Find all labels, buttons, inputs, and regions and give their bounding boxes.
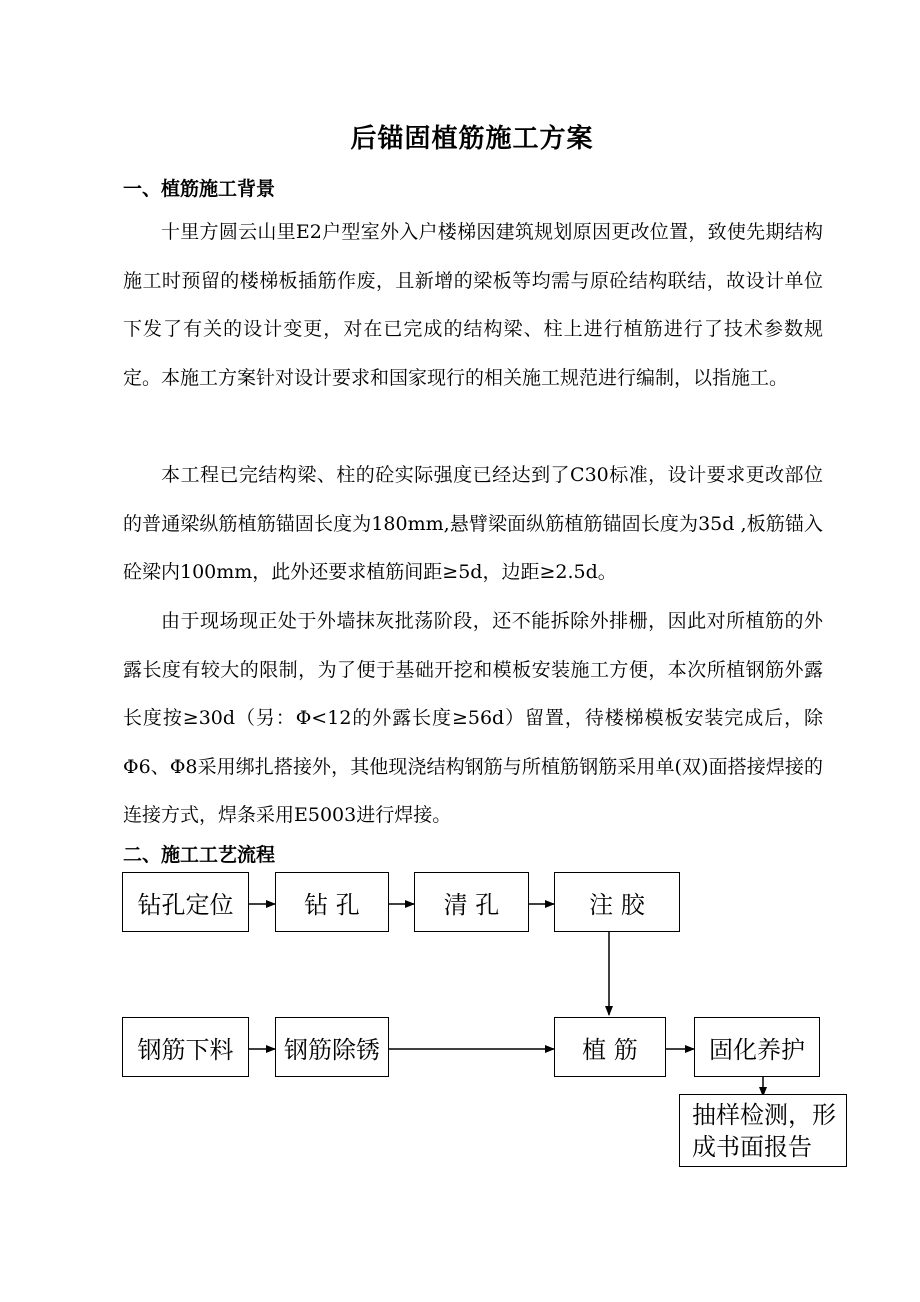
- section2-heading: 二、施工工艺流程: [123, 844, 276, 866]
- step-drill: 钻 孔: [275, 872, 389, 932]
- step-cure: 固化养护: [694, 1017, 820, 1077]
- step-clean: 清 孔: [414, 872, 529, 932]
- step-plant-rebar: 植 筋: [554, 1017, 666, 1077]
- step-sampling-report: 抽样检测，形成书面报告: [679, 1094, 847, 1167]
- paragraph-1: 十里方圆云山里E2户型室外入户楼梯因建筑规划原因更改位置，致使先期结构施工时预留的楼梯板插筋作废，且新增的梁板等均需与原砼结构联结，故设计单位下发了有关的设计变更，对在已完成的结构梁、柱上进行植筋进行了技术参数规定。本施工方案针对设计要求和国家现行的相关施工规范进行编制，以指施工。: [123, 221, 823, 389]
- step-rust-removal: 钢筋除锈: [275, 1017, 389, 1077]
- step-drill-position: 钻孔定位: [122, 872, 249, 932]
- step-inject: 注 胶: [554, 872, 680, 932]
- section1-heading: 一、植筋施工背景: [123, 178, 276, 200]
- paragraph-2: 本工程已完结构梁、柱的砼实际强度已经达到了C30标准，设计要求更改部位的普通梁纵筋植筋锚固长度为180mm,悬臂梁面纵筋植筋锚固长度为35d ,板筋锚入砼梁内100mm，此外还要求植筋间距≥5d，边距≥2.5d。: [123, 464, 823, 584]
- document-title: 后锚固植筋施工方案: [350, 124, 594, 154]
- paragraph-3: 由于现场现正处于外墙抹灰批荡阶段，还不能拆除外排栅，因此对所植筋的外露长度有较大的限制，为了便于基础开挖和模板安装施工方便，本次所植钢筋外露长度按≥30d（另：Φ<12的外露长度≥56d）留置，待楼梯模板安装完成后，除Φ6、Φ8采用绑扎搭接外，其他现浇结构钢筋与所植筋钢筋采用单(双)面搭接焊接的连接方式，焊条采用E5003进行焊接。: [123, 610, 823, 827]
- step-rebar-cut: 钢筋下料: [122, 1017, 249, 1077]
